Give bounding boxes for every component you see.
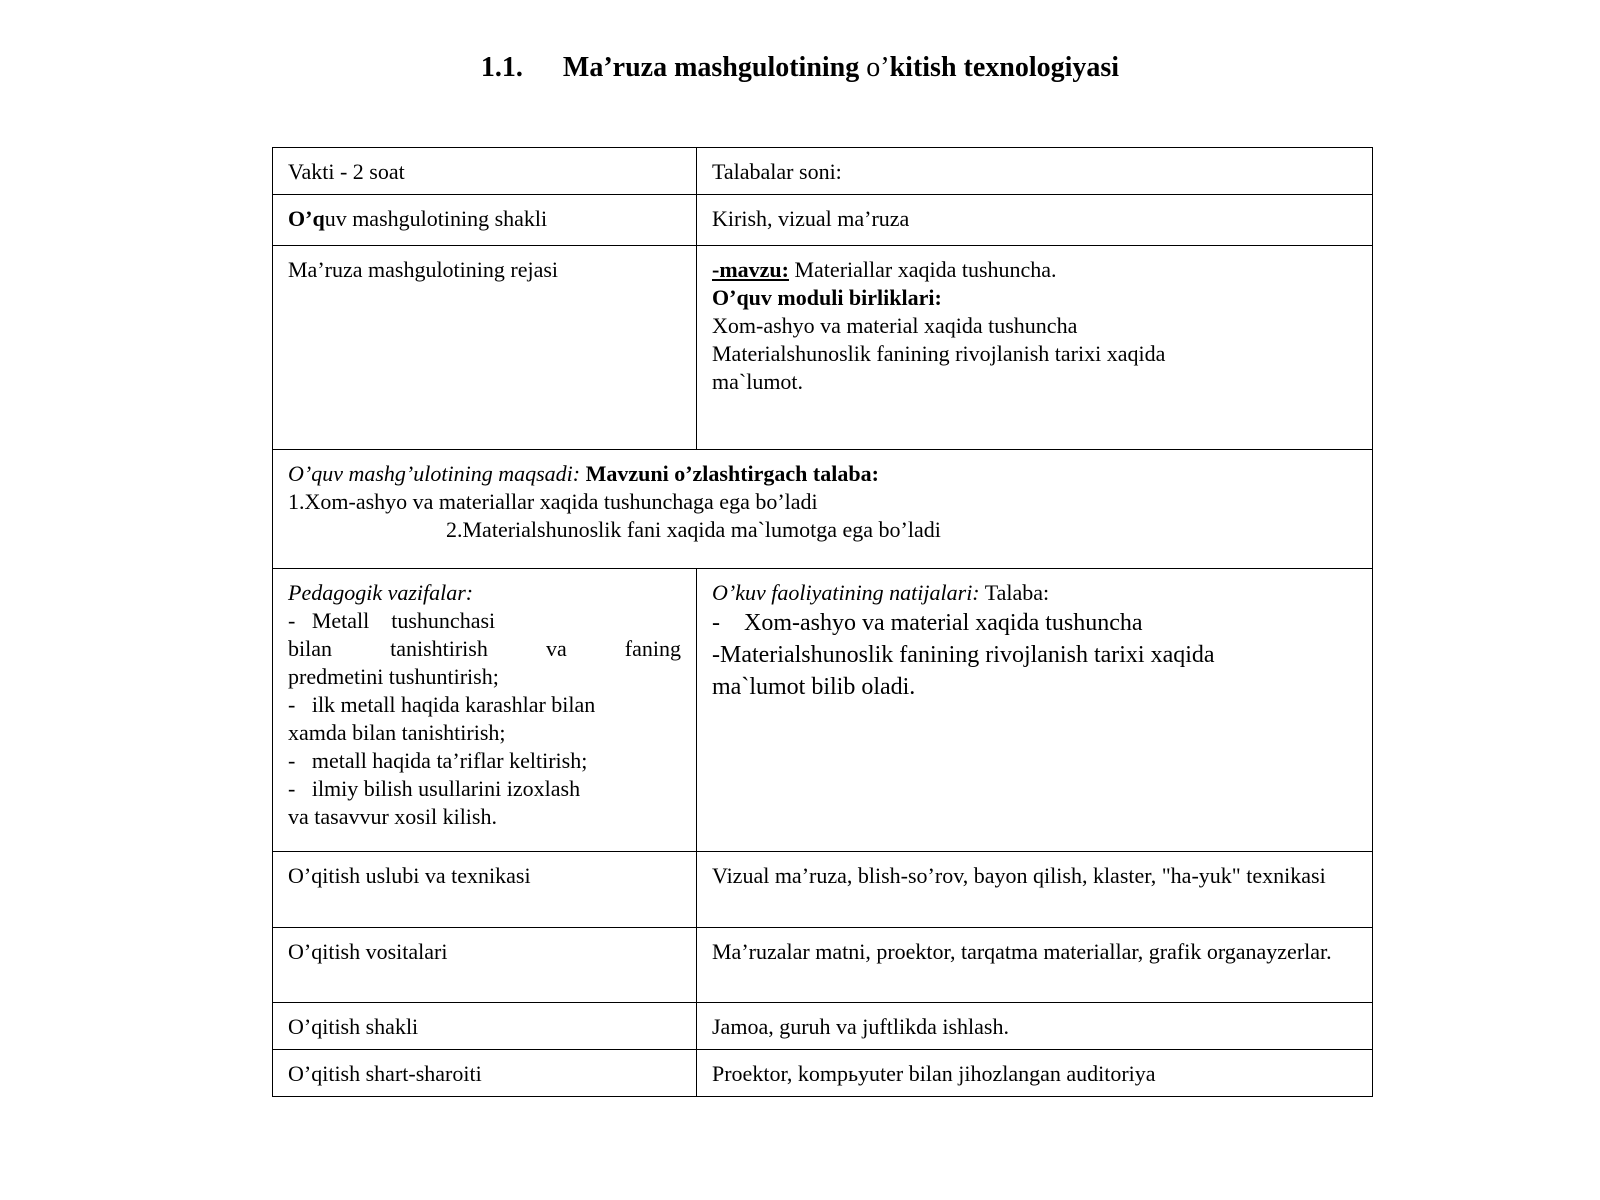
task-line: xamda bilan tanishtirish; — [288, 720, 506, 745]
title-part-1: Ma’ruza mashgulotining — [562, 52, 867, 83]
result-line: ma`lumot bilib oladi. — [712, 674, 916, 700]
title-part-3: kitish texnologiyasi — [889, 52, 1120, 83]
format-label: O’qitish shakli — [273, 1003, 697, 1050]
section-number: 1.1. — [480, 52, 523, 83]
module-units-label: O’quv moduli birliklari: — [712, 285, 942, 310]
goal-label: O’quv mashg’ulotining maqsadi: — [288, 461, 586, 486]
topic-text: Materiallar xaqida tushuncha. — [788, 257, 1057, 282]
table-row-format — [273, 1003, 1373, 1050]
form-label-bold: O’q — [288, 206, 325, 231]
task-line: - Metall tushunchasi — [288, 608, 496, 633]
lesson-plan-table — [272, 147, 1373, 1097]
tools-label: O’qitish vositalari — [273, 928, 697, 1003]
method-label: O’qitish uslubi va texnikasi — [273, 852, 697, 928]
goal-bold: Mavzuni o’zlashtirgach talaba: — [585, 461, 879, 486]
page-title — [0, 52, 1600, 84]
topic-label: -mavzu: — [712, 257, 789, 282]
goal-item-1: 1.Xom-ashyo va materiallar xaqida tushunchaga ega bo’ladi — [288, 489, 818, 514]
pedagogical-tasks — [273, 569, 697, 852]
title-part-2: o’ — [866, 52, 890, 83]
plan-label: Ma’ruza mashgulotining rejasi — [273, 246, 697, 450]
task-line: - metall haqida ta’riflar keltirish; — [288, 748, 588, 773]
form-label-cell — [273, 195, 697, 246]
method-value: Vizual ma’ruza, blish-so’rov, bayon qilish, klaster, "ha-yuk" texnikasi — [697, 852, 1373, 928]
learning-results-title: O’kuv faoliyatining natijalari: — [712, 580, 980, 605]
table-row-plan — [273, 246, 1373, 450]
table-row-time — [273, 148, 1373, 195]
table-row-conditions — [273, 1050, 1373, 1097]
table-row-goal — [273, 450, 1373, 569]
table-row-form — [273, 195, 1373, 246]
task-line: - ilk metall haqida karashlar bilan — [288, 692, 596, 717]
table-row-method — [273, 852, 1373, 928]
module-unit-1: Xom-ashyo va material xaqida tushuncha — [712, 313, 1078, 338]
form-value: Kirish, vizual ma’ruza — [697, 195, 1373, 246]
conditions-value: Proektor, kompьyuter bilan jihozlangan auditoriya — [697, 1050, 1373, 1097]
task-line: predmetini tushuntirish; — [288, 664, 499, 689]
task-line: - ilmiy bilish usullarini izoxlash — [288, 776, 581, 801]
result-line: -Materialshunoslik fanining rivojlanish tarixi xaqida — [712, 642, 1215, 668]
result-line: - Xom-ashyo va material xaqida tushuncha — [712, 610, 1143, 636]
task-line: bilan tanishtirish va faning — [288, 636, 681, 661]
module-unit-3: ma`lumot. — [712, 369, 804, 394]
table-row-tools — [273, 928, 1373, 1003]
format-value: Jamoa, guruh va juftlikda ishlash. — [697, 1003, 1373, 1050]
students-count-label: Talabalar soni: — [697, 148, 1373, 195]
learning-results — [697, 569, 1373, 852]
task-line: va tasavvur xosil kilish. — [288, 804, 497, 829]
learning-results-title-rest: Talaba: — [979, 580, 1050, 605]
pedagogical-tasks-title: Pedagogik vazifalar: — [288, 580, 474, 605]
goal-content — [273, 450, 1373, 569]
time-label: Vakti - 2 soat — [273, 148, 697, 195]
table-row-tasks — [273, 569, 1373, 852]
goal-item-2: 2.Materialshunoslik fani xaqida ma`lumotga ega bo’ladi — [446, 517, 941, 542]
conditions-label: O’qitish shart-sharoiti — [273, 1050, 697, 1097]
plan-content — [697, 246, 1373, 450]
tools-value: Ma’ruzalar matni, proektor, tarqatma materiallar, grafik organayzerlar. — [697, 928, 1373, 1003]
module-unit-2: Materialshunoslik fanining rivojlanish tarixi xaqida — [712, 341, 1166, 366]
form-label-rest: uv mashgulotining shakli — [324, 206, 548, 231]
